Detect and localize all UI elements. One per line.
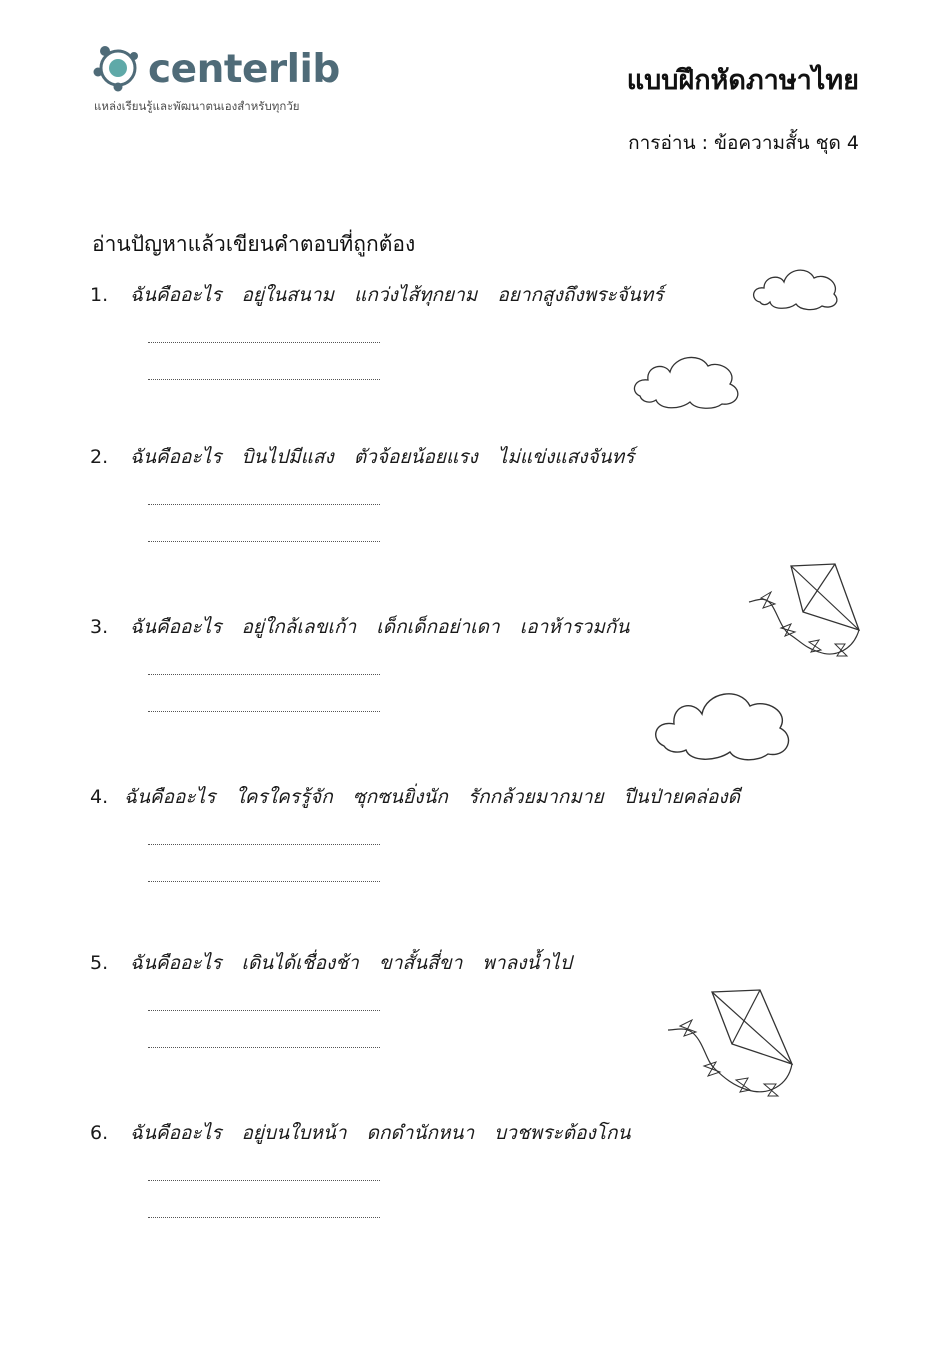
page-title: แบบฝึกหัดภาษาไทย: [626, 65, 859, 96]
question-number: 6.: [90, 1122, 109, 1144]
question-number: 4.: [90, 786, 109, 808]
answer-line[interactable]: [148, 342, 380, 343]
question-text: ฉันคืออะไร อยู่ในสนาม แกว่งไส้ทุกยาม อยากสูงถึงพระจันทร์: [130, 284, 664, 306]
centerlib-logo-icon: [92, 42, 144, 94]
question-6: [90, 1118, 850, 1218]
answer-line[interactable]: [148, 504, 380, 505]
kite-icon: [745, 560, 865, 668]
cloud-icon: [650, 684, 798, 764]
question-text: ฉันคืออะไร อยู่บนใบหน้า ดกดำนักหนา บวชพระต้องโกน: [130, 1122, 631, 1144]
cloud-icon: [630, 348, 745, 412]
question-text: ฉันคืออะไร เดินได้เชื่องช้า ขาสั้นสี่ขา พาลงน้ำไป: [130, 952, 572, 974]
question-2: [90, 442, 850, 542]
question-number: 5.: [90, 952, 109, 974]
answer-line[interactable]: [148, 711, 380, 712]
centerlib-logo: [92, 42, 352, 122]
instruction-heading: อ่านปัญหาแล้วเขียนคำตอบที่ถูกต้อง: [92, 232, 416, 256]
logo-tagline: แหล่งเรียนรู้และพัฒนาตนเองสำหรับทุกวัย: [94, 99, 300, 113]
answer-line[interactable]: [148, 881, 380, 882]
answer-line[interactable]: [148, 1010, 380, 1011]
question-number: 3.: [90, 616, 109, 638]
logo-wordmark: centerlib: [148, 47, 340, 92]
answer-line[interactable]: [148, 844, 380, 845]
question-number: 1.: [90, 284, 109, 306]
cloud-icon: [750, 262, 842, 312]
page-subtitle: การอ่าน : ข้อความสั้น ชุด 4: [628, 132, 859, 154]
kite-icon: [664, 986, 798, 1106]
answer-line[interactable]: [148, 541, 380, 542]
answer-line[interactable]: [148, 1180, 380, 1181]
question-text: ฉันคืออะไร บินไปมีแสง ตัวจ้อยน้อยแรง ไม่แข่งแสงจันทร์: [130, 446, 635, 468]
answer-line[interactable]: [148, 379, 380, 380]
question-text: ฉันคืออะไร ใครใครรู้จัก ซุกซนยิ่งนัก รักกล้วยมากมาย ปีนป่ายคล่องดี: [124, 786, 740, 808]
answer-line[interactable]: [148, 674, 380, 675]
question-4: [90, 782, 850, 882]
answer-line[interactable]: [148, 1047, 380, 1048]
question-number: 2.: [90, 446, 109, 468]
question-text: ฉันคืออะไร อยู่ใกล้เลขเก้า เด็กเด็กอย่าเดา เอาห้ารวมกัน: [130, 616, 630, 638]
answer-line[interactable]: [148, 1217, 380, 1218]
